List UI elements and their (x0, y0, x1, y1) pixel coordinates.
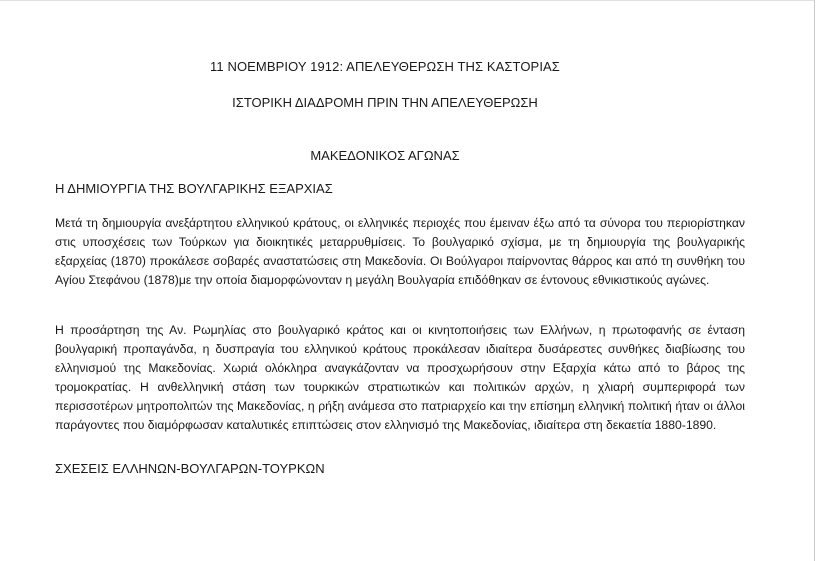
subheading-relations: ΣΧΕΣΕΙΣ ΕΛΛΗΝΩΝ-ΒΟΥΛΓΑΡΩΝ-ΤΟΥΡΚΩΝ (55, 461, 325, 476)
document-title: 11 ΝΟΕΜΒΡΙΟΥ 1912: ΑΠΕΛΕΥΘΕΡΩΣΗ ΤΗΣ ΚΑΣΤΟΡΙΑΣ (210, 59, 560, 74)
paragraph-1: Μετά τη δημιουργία ανεξάρτητου ελληνικού κράτους, οι ελληνικές περιοχές που έμειναν έξω από τα σύνορα του περιορίστηκαν στις υποσχέσεις των Τούρκων για διοικητικές μεταρρυθμίσεις. Το βουλγαρικό σχίσμα, με τη δημιουργία της βουλγαρικής εξαρχείας (1870) προκάλεσε σοβαρές αναστατώσεις στη Μακεδονία. Οι Βούλγαροι παίρνοντας θάρρος και από τη συνθήκη του Αγίου Στεφάνου (1878)με την οποία διαμορφώνονταν η μεγάλη Βουλγαρία επιδόθηκαν σε έντονους εθνικιστικούς αγώνες. (55, 216, 745, 287)
subheading-bulgarian-exarchate: Η ΔΗΜΙΟΥΡΓΙΑ ΤΗΣ ΒΟΥΛΓΑΡΙΚΗΣ ΕΞΑΡΧΙΑΣ (55, 181, 333, 196)
paragraph-2: Η προσάρτηση της Αν. Ρωμηλίας στο βουλγαρικό κράτος και οι κινητοποιήσεις των Ελλήνων, η πρωτοφανής σε ένταση βουλγαρική προπαγάνδα, η δυσπραγία του ελληνικού κράτους προκάλεσαν ιδιαίτερα δυσάρεστες συνθήκες διαβίωσης του ελληνισμού της Μακεδονίας. Χωριά ολόκληρα αναγκάζονταν να προσχωρήσουν στην Εξαρχία κάτω από το βάρος της τρομοκρατίας. Η ανθελληνική στάση των τουρκικών στρατιωτικών και πολιτικών αρχών, η χλιαρή συμπεριφορά των περισσοτέρων μητροπολιτών της Μακεδονίας, η ρήξη ανάμεσα στο πατριαρχείο και την επίσημη ελληνική πολιτική ήταν οι άλλοι παράγοντες που διαμόρφωσαν καταλυτικές επιπτώσεις στον ελληνισμό της Μακεδονίας, ιδιαίτερα στη δεκαετία 1880-1890. (55, 323, 745, 432)
document-subtitle: ΙΣΤΟΡΙΚΗ ΔΙΑΔΡΟΜΗ ΠΡΙΝ ΤΗΝ ΑΠΕΛΕΥΘΕΡΩΣΗ (232, 95, 538, 110)
section-heading: ΜΑΚΕΔΟΝΙΚΟΣ ΑΓΩΝΑΣ (310, 148, 460, 163)
